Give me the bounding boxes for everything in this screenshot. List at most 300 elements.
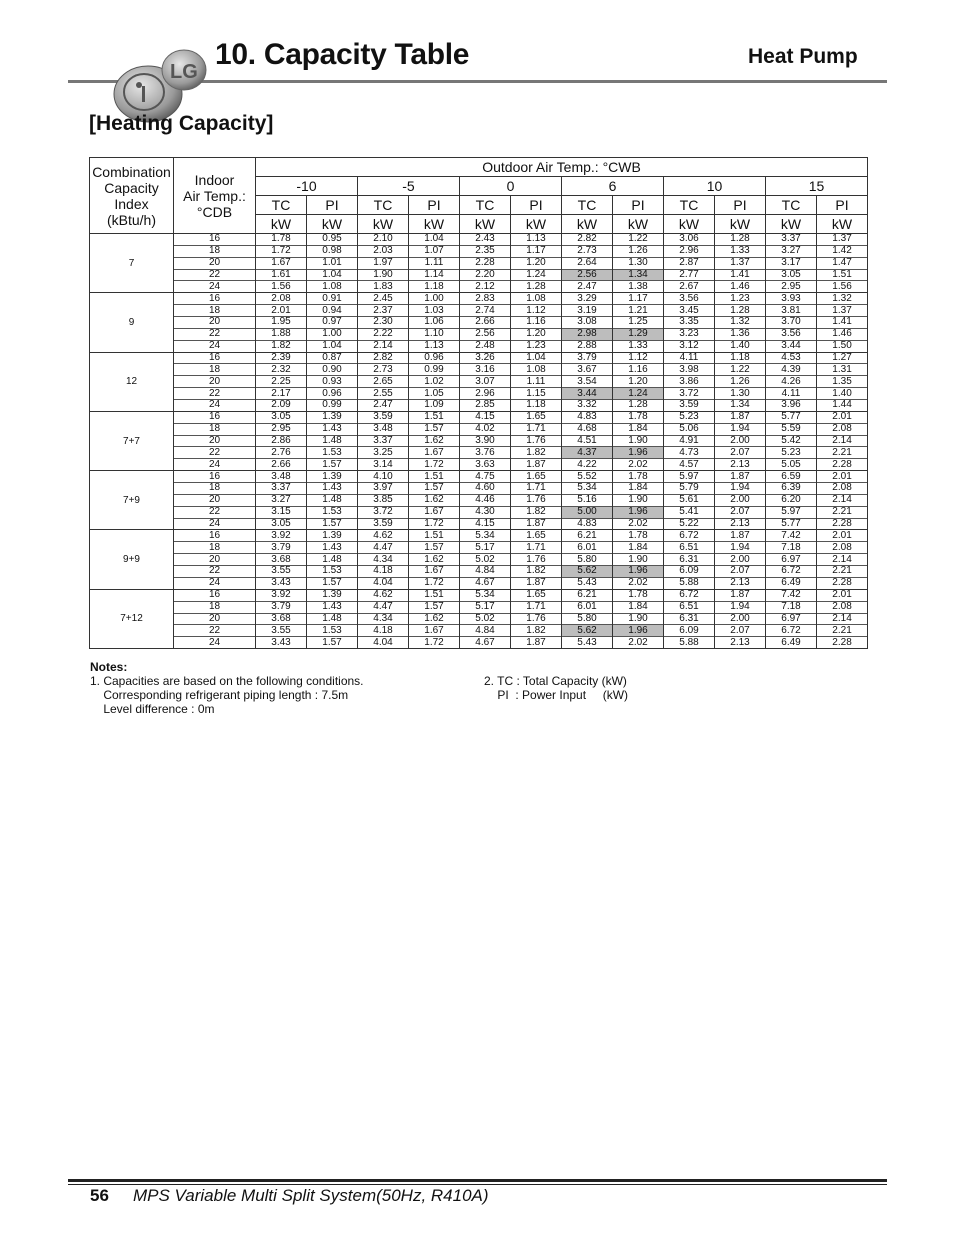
pi-value-cell: 1.51 (409, 589, 460, 601)
table-row (90, 435, 868, 447)
table-header (90, 158, 868, 234)
tc-value-cell: 4.68 (562, 423, 613, 435)
tc-value-cell: 3.05 (766, 269, 817, 281)
tc-header: TC (562, 196, 613, 215)
pi-value-cell: 1.65 (511, 411, 562, 423)
tc-value-cell: 3.72 (358, 506, 409, 518)
indoor-temp-cell: 16 (174, 293, 256, 305)
tc-value-cell: 5.17 (460, 601, 511, 613)
tc-value-cell: 4.57 (664, 459, 715, 471)
pi-value-cell: 1.22 (613, 234, 664, 246)
tc-value-cell: 2.98 (562, 328, 613, 340)
pi-value-cell: 1.67 (409, 566, 460, 578)
pi-value-cell: 1.76 (511, 435, 562, 447)
tc-value-cell: 6.01 (562, 601, 613, 613)
pi-value-cell: 1.76 (511, 613, 562, 625)
pi-value-cell: 2.08 (817, 483, 868, 495)
pi-value-cell: 0.93 (307, 376, 358, 388)
indoor-temp-cell: 18 (174, 483, 256, 495)
indoor-temp-cell: 16 (174, 411, 256, 423)
note-line: PI : Power Input (kW) (484, 688, 629, 702)
unit-header: kW (256, 215, 307, 234)
tc-value-cell: 1.82 (256, 340, 307, 352)
pi-value-cell: 1.32 (715, 317, 766, 329)
tc-value-cell: 2.96 (664, 245, 715, 257)
tc-value-cell: 3.92 (256, 530, 307, 542)
pi-value-cell: 1.16 (613, 364, 664, 376)
pi-value-cell: 1.87 (511, 518, 562, 530)
pi-value-cell: 1.28 (511, 281, 562, 293)
tc-value-cell: 1.97 (358, 257, 409, 269)
tc-value-cell: 6.72 (766, 566, 817, 578)
pi-value-cell: 1.15 (511, 388, 562, 400)
pi-value-cell: 0.97 (307, 317, 358, 329)
unit-header: kW (664, 215, 715, 234)
tc-value-cell: 3.56 (664, 293, 715, 305)
tc-value-cell: 3.43 (256, 637, 307, 649)
tc-value-cell: 4.83 (562, 411, 613, 423)
table-row (90, 601, 868, 613)
pi-value-cell: 1.71 (511, 542, 562, 554)
pi-value-cell: 1.57 (307, 577, 358, 589)
pi-value-cell: 1.43 (307, 483, 358, 495)
tc-value-cell: 3.67 (562, 364, 613, 376)
tc-value-cell: 2.17 (256, 388, 307, 400)
pi-value-cell: 2.21 (817, 447, 868, 459)
pi-value-cell: 1.35 (817, 376, 868, 388)
tc-value-cell: 2.47 (358, 400, 409, 412)
indoor-temp-cell: 22 (174, 447, 256, 459)
tc-value-cell: 3.72 (664, 388, 715, 400)
pi-value-cell: 1.40 (715, 340, 766, 352)
tc-value-cell: 5.41 (664, 506, 715, 518)
pi-value-cell: 1.57 (409, 423, 460, 435)
tc-value-cell: 2.86 (256, 435, 307, 447)
tc-value-cell: 2.30 (358, 317, 409, 329)
pi-value-cell: 1.94 (715, 483, 766, 495)
tc-value-cell: 4.30 (460, 506, 511, 518)
capacity-index-cell: 9+9 (90, 530, 174, 589)
capacity-table-container (89, 157, 868, 649)
indoor-temp-cell: 18 (174, 542, 256, 554)
table-subtitle: [Heating Capacity] (89, 112, 274, 135)
pi-value-cell: 1.33 (613, 340, 664, 352)
heating-capacity-table (89, 157, 868, 649)
tc-value-cell: 6.31 (664, 613, 715, 625)
tc-value-cell: 2.65 (358, 376, 409, 388)
tc-value-cell: 3.12 (664, 340, 715, 352)
tc-value-cell: 2.03 (358, 245, 409, 257)
tc-value-cell: 6.59 (766, 471, 817, 483)
tc-value-cell: 4.73 (664, 447, 715, 459)
pi-value-cell: 1.78 (613, 530, 664, 542)
tc-value-cell: 2.32 (256, 364, 307, 376)
indoor-temp-cell: 22 (174, 506, 256, 518)
table-row (90, 554, 868, 566)
pi-value-cell: 1.18 (409, 281, 460, 293)
pi-value-cell: 1.28 (613, 400, 664, 412)
pi-value-cell: 2.02 (613, 518, 664, 530)
pi-value-cell: 1.96 (613, 566, 664, 578)
tc-value-cell: 2.28 (460, 257, 511, 269)
pi-value-cell: 1.30 (613, 257, 664, 269)
tc-value-cell: 3.79 (562, 352, 613, 364)
pi-value-cell: 1.04 (307, 340, 358, 352)
table-body (90, 234, 868, 649)
tc-value-cell: 3.19 (562, 305, 613, 317)
tc-header: TC (460, 196, 511, 215)
tc-value-cell: 5.61 (664, 494, 715, 506)
tc-value-cell: 1.90 (358, 269, 409, 281)
pi-value-cell: 0.98 (307, 245, 358, 257)
tc-value-cell: 3.79 (256, 542, 307, 554)
tc-value-cell: 3.59 (664, 400, 715, 412)
indoor-temp-cell: 24 (174, 281, 256, 293)
tc-value-cell: 3.76 (460, 447, 511, 459)
pi-value-cell: 1.87 (715, 471, 766, 483)
pi-value-cell: 2.14 (817, 554, 868, 566)
pi-value-cell: 1.13 (511, 234, 562, 246)
page-title: 10. Capacity Table (215, 38, 470, 71)
indoor-temp-cell: 20 (174, 257, 256, 269)
pi-value-cell: 1.08 (511, 364, 562, 376)
indoor-temp-cell: 22 (174, 566, 256, 578)
indoor-temp-cell: 22 (174, 269, 256, 281)
pi-value-cell: 1.84 (613, 601, 664, 613)
table-row (90, 352, 868, 364)
tc-value-cell: 3.96 (766, 400, 817, 412)
footer-rule (68, 1179, 887, 1182)
tc-value-cell: 4.11 (664, 352, 715, 364)
table-row (90, 400, 868, 412)
pi-value-cell: 1.46 (817, 328, 868, 340)
pi-header: PI (511, 196, 562, 215)
pi-value-cell: 2.07 (715, 625, 766, 637)
pi-value-cell: 1.28 (715, 305, 766, 317)
tc-value-cell: 1.67 (256, 257, 307, 269)
table-row (90, 625, 868, 637)
table-row (90, 388, 868, 400)
tc-value-cell: 1.56 (256, 281, 307, 293)
tc-value-cell: 3.44 (766, 340, 817, 352)
tc-value-cell: 2.67 (664, 281, 715, 293)
pi-value-cell: 1.39 (307, 589, 358, 601)
pi-value-cell: 1.07 (409, 245, 460, 257)
pi-value-cell: 2.28 (817, 577, 868, 589)
pi-value-cell: 1.43 (307, 423, 358, 435)
tc-value-cell: 3.14 (358, 459, 409, 471)
tc-value-cell: 3.37 (766, 234, 817, 246)
tc-value-cell: 3.54 (562, 376, 613, 388)
pi-value-cell: 2.02 (613, 577, 664, 589)
unit-header: kW (307, 215, 358, 234)
pi-value-cell: 1.23 (715, 293, 766, 305)
pi-value-cell: 1.08 (307, 281, 358, 293)
tc-value-cell: 5.34 (460, 530, 511, 542)
tc-value-cell: 2.87 (664, 257, 715, 269)
notes-right (484, 674, 628, 702)
pi-value-cell: 2.02 (613, 637, 664, 649)
tc-value-cell: 3.37 (256, 483, 307, 495)
pi-value-cell: 1.90 (613, 494, 664, 506)
capacity-index-cell: 7+7 (90, 411, 174, 470)
tc-value-cell: 2.66 (256, 459, 307, 471)
tc-value-cell: 4.15 (460, 518, 511, 530)
tc-value-cell: 3.90 (460, 435, 511, 447)
tc-value-cell: 3.16 (460, 364, 511, 376)
tc-value-cell: 6.72 (664, 530, 715, 542)
tc-value-cell: 4.46 (460, 494, 511, 506)
unit-header: kW (562, 215, 613, 234)
tc-value-cell: 3.93 (766, 293, 817, 305)
tc-value-cell: 2.88 (562, 340, 613, 352)
tc-value-cell: 6.09 (664, 566, 715, 578)
pi-value-cell: 1.94 (715, 601, 766, 613)
tc-value-cell: 4.67 (460, 637, 511, 649)
table-row (90, 613, 868, 625)
pi-value-cell: 1.43 (307, 542, 358, 554)
tc-value-cell: 5.59 (766, 423, 817, 435)
tc-value-cell: 4.53 (766, 352, 817, 364)
tc-value-cell: 5.06 (664, 423, 715, 435)
pi-header: PI (817, 196, 868, 215)
capacity-index-cell: 7+9 (90, 471, 174, 530)
pi-value-cell: 1.41 (817, 317, 868, 329)
pi-value-cell: 1.84 (613, 483, 664, 495)
indoor-temp-cell: 18 (174, 601, 256, 613)
tc-value-cell: 1.78 (256, 234, 307, 246)
pi-value-cell: 2.08 (817, 601, 868, 613)
tc-value-cell: 4.47 (358, 601, 409, 613)
pi-value-cell: 1.72 (409, 637, 460, 649)
pi-value-cell: 1.12 (511, 305, 562, 317)
tc-value-cell: 2.48 (460, 340, 511, 352)
tc-value-cell: 2.56 (460, 328, 511, 340)
tc-value-cell: 6.97 (766, 554, 817, 566)
pi-value-cell: 1.12 (613, 352, 664, 364)
pi-value-cell: 1.67 (409, 447, 460, 459)
tc-value-cell: 5.88 (664, 577, 715, 589)
pi-value-cell: 1.57 (409, 601, 460, 613)
pi-value-cell: 0.87 (307, 352, 358, 364)
tc-value-cell: 4.37 (562, 447, 613, 459)
tc-value-cell: 4.84 (460, 625, 511, 637)
tc-value-cell: 6.09 (664, 625, 715, 637)
tc-header: TC (256, 196, 307, 215)
indoor-temp-cell: 18 (174, 364, 256, 376)
section-label: Heat Pump (748, 45, 858, 68)
pi-value-cell: 1.71 (511, 483, 562, 495)
tc-value-cell: 3.23 (664, 328, 715, 340)
tc-value-cell: 4.67 (460, 577, 511, 589)
header-indoor-temp: Indoor Air Temp.: °CDB (174, 158, 256, 234)
tc-header: TC (766, 196, 817, 215)
pi-value-cell: 1.57 (409, 483, 460, 495)
tc-value-cell: 4.10 (358, 471, 409, 483)
unit-header: kW (715, 215, 766, 234)
tc-value-cell: 3.81 (766, 305, 817, 317)
tc-value-cell: 2.76 (256, 447, 307, 459)
tc-value-cell: 2.47 (562, 281, 613, 293)
table-row (90, 411, 868, 423)
pi-value-cell: 1.21 (613, 305, 664, 317)
tc-value-cell: 3.27 (766, 245, 817, 257)
indoor-temp-cell: 18 (174, 245, 256, 257)
pi-value-cell: 1.47 (817, 257, 868, 269)
tc-value-cell: 4.62 (358, 589, 409, 601)
pi-value-cell: 1.11 (409, 257, 460, 269)
pi-value-cell: 1.67 (409, 625, 460, 637)
tc-value-cell: 2.39 (256, 352, 307, 364)
tc-value-cell: 5.42 (766, 435, 817, 447)
tc-value-cell: 6.01 (562, 542, 613, 554)
tc-value-cell: 3.26 (460, 352, 511, 364)
pi-value-cell: 1.42 (817, 245, 868, 257)
table-row (90, 281, 868, 293)
pi-value-cell: 1.32 (817, 293, 868, 305)
tc-value-cell: 3.43 (256, 577, 307, 589)
pi-value-cell: 1.20 (511, 328, 562, 340)
pi-value-cell: 1.44 (817, 400, 868, 412)
pi-value-cell: 2.21 (817, 566, 868, 578)
tc-value-cell: 3.59 (358, 518, 409, 530)
tc-value-cell: 7.18 (766, 601, 817, 613)
tc-value-cell: 2.73 (562, 245, 613, 257)
tc-value-cell: 2.56 (562, 269, 613, 281)
pi-value-cell: 1.76 (511, 494, 562, 506)
tc-value-cell: 4.83 (562, 518, 613, 530)
pi-value-cell: 1.20 (511, 257, 562, 269)
tc-value-cell: 2.95 (256, 423, 307, 435)
table-row (90, 257, 868, 269)
tc-value-cell: 3.79 (256, 601, 307, 613)
pi-value-cell: 2.08 (817, 423, 868, 435)
pi-value-cell: 1.51 (409, 411, 460, 423)
tc-value-cell: 6.49 (766, 637, 817, 649)
tc-value-cell: 4.22 (562, 459, 613, 471)
outdoor-temp-header: 6 (562, 177, 664, 196)
tc-value-cell: 5.05 (766, 459, 817, 471)
tc-value-cell: 2.66 (460, 317, 511, 329)
indoor-temp-cell: 16 (174, 589, 256, 601)
pi-value-cell: 1.36 (715, 328, 766, 340)
tc-value-cell: 5.23 (766, 447, 817, 459)
tc-value-cell: 1.95 (256, 317, 307, 329)
tc-value-cell: 4.15 (460, 411, 511, 423)
tc-value-cell: 3.92 (256, 589, 307, 601)
outdoor-temp-header: -5 (358, 177, 460, 196)
pi-value-cell: 1.62 (409, 494, 460, 506)
pi-value-cell: 1.56 (817, 281, 868, 293)
tc-value-cell: 5.77 (766, 411, 817, 423)
pi-value-cell: 2.07 (715, 506, 766, 518)
pi-value-cell: 1.34 (715, 400, 766, 412)
tc-value-cell: 3.63 (460, 459, 511, 471)
footer-title: MPS Variable Multi Split System(50Hz, R410A) (133, 1186, 489, 1205)
pi-value-cell: 1.53 (307, 625, 358, 637)
pi-value-cell: 1.04 (511, 352, 562, 364)
pi-value-cell: 2.28 (817, 637, 868, 649)
pi-value-cell: 1.82 (511, 566, 562, 578)
pi-value-cell: 1.78 (613, 589, 664, 601)
pi-value-cell: 2.00 (715, 613, 766, 625)
pi-value-cell: 1.67 (409, 506, 460, 518)
capacity-index-cell: 7 (90, 234, 174, 293)
tc-value-cell: 3.44 (562, 388, 613, 400)
pi-value-cell: 2.07 (715, 566, 766, 578)
tc-value-cell: 6.39 (766, 483, 817, 495)
pi-value-cell: 1.00 (409, 293, 460, 305)
tc-value-cell: 5.80 (562, 613, 613, 625)
tc-value-cell: 5.80 (562, 554, 613, 566)
tc-value-cell: 2.01 (256, 305, 307, 317)
pi-value-cell: 1.02 (409, 376, 460, 388)
pi-value-cell: 1.37 (817, 234, 868, 246)
pi-value-cell: 1.23 (511, 340, 562, 352)
tc-value-cell: 2.20 (460, 269, 511, 281)
pi-value-cell: 1.46 (715, 281, 766, 293)
tc-value-cell: 6.97 (766, 613, 817, 625)
pi-value-cell: 1.48 (307, 613, 358, 625)
indoor-temp-cell: 20 (174, 613, 256, 625)
tc-value-cell: 4.51 (562, 435, 613, 447)
tc-value-cell: 5.79 (664, 483, 715, 495)
table-row (90, 447, 868, 459)
pi-value-cell: 1.82 (511, 506, 562, 518)
unit-header: kW (460, 215, 511, 234)
pi-value-cell: 1.38 (613, 281, 664, 293)
tc-value-cell: 3.68 (256, 554, 307, 566)
tc-value-cell: 7.42 (766, 589, 817, 601)
table-row (90, 589, 868, 601)
unit-header: kW (613, 215, 664, 234)
pi-value-cell: 1.57 (307, 459, 358, 471)
pi-value-cell: 1.57 (307, 518, 358, 530)
pi-value-cell: 1.72 (409, 577, 460, 589)
pi-value-cell: 1.84 (613, 542, 664, 554)
pi-value-cell: 1.53 (307, 447, 358, 459)
pi-value-cell: 1.48 (307, 494, 358, 506)
tc-value-cell: 2.77 (664, 269, 715, 281)
pi-value-cell: 1.82 (511, 625, 562, 637)
pi-value-cell: 2.00 (715, 494, 766, 506)
tc-value-cell: 3.37 (358, 435, 409, 447)
pi-value-cell: 1.87 (715, 589, 766, 601)
table-row (90, 483, 868, 495)
indoor-temp-cell: 18 (174, 305, 256, 317)
tc-value-cell: 2.09 (256, 400, 307, 412)
pi-value-cell: 1.65 (511, 471, 562, 483)
table-row (90, 566, 868, 578)
indoor-temp-cell: 20 (174, 435, 256, 447)
tc-value-cell: 5.34 (562, 483, 613, 495)
pi-value-cell: 1.00 (307, 328, 358, 340)
tc-value-cell: 5.77 (766, 518, 817, 530)
tc-value-cell: 5.02 (460, 554, 511, 566)
tc-value-cell: 4.34 (358, 613, 409, 625)
pi-value-cell: 2.00 (715, 554, 766, 566)
tc-value-cell: 4.02 (460, 423, 511, 435)
pi-value-cell: 2.01 (817, 530, 868, 542)
table-row (90, 506, 868, 518)
pi-value-cell: 1.24 (613, 388, 664, 400)
pi-value-cell: 1.29 (613, 328, 664, 340)
tc-value-cell: 2.82 (562, 234, 613, 246)
pi-value-cell: 1.96 (613, 506, 664, 518)
pi-value-cell: 1.14 (409, 269, 460, 281)
tc-value-cell: 2.83 (460, 293, 511, 305)
pi-value-cell: 1.82 (511, 447, 562, 459)
